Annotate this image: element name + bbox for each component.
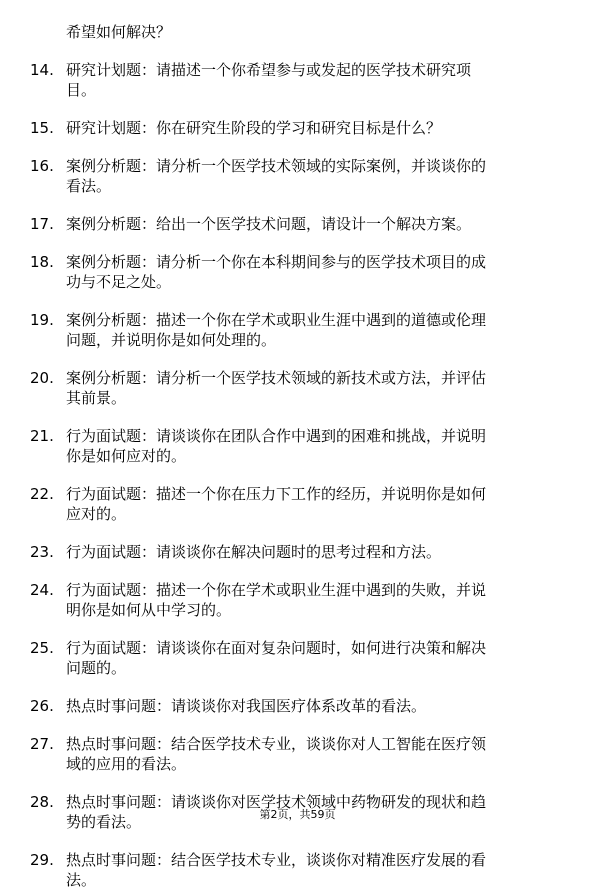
document-body	[0, 22, 595, 890]
list-item-text: 热点时事问题：请谈谈你对医学技术领域中药物研发的现状和趋 势的看法。	[66, 793, 487, 831]
list-item	[0, 734, 595, 774]
list-item-text: 行为面试题：描述一个你在学术或职业生涯中遇到的失败，并说 明你是如何从中学习的。	[66, 581, 487, 619]
list-item-number: 20.	[30, 369, 54, 387]
question-list	[0, 60, 595, 890]
list-item-text: 热点时事问题：结合医学技术专业，谈谈你对精准医疗发展的看 法。	[66, 851, 487, 889]
list-item-number: 26.	[30, 697, 54, 715]
list-item-number: 14.	[30, 61, 54, 79]
list-item	[0, 638, 595, 678]
list-item-text: 热点时事问题：结合医学技术专业，谈谈你对人工智能在医疗领 域的应用的看法。	[66, 735, 487, 773]
list-item	[0, 426, 595, 466]
list-item	[0, 156, 595, 196]
list-item	[0, 252, 595, 292]
list-item-text: 行为面试题：请谈谈你在面对复杂问题时，如何进行决策和解决 问题的。	[66, 639, 487, 677]
list-item	[0, 484, 595, 524]
list-item-text: 案例分析题：请分析一个你在本科期间参与的医学技术项目的成 功与不足之处。	[66, 253, 487, 291]
list-item	[0, 696, 595, 716]
list-item	[0, 118, 595, 138]
list-item-number: 17.	[30, 215, 54, 233]
list-item-number: 23.	[30, 543, 54, 561]
list-item	[0, 368, 595, 408]
list-item	[0, 580, 595, 620]
list-item-number: 18.	[30, 253, 54, 271]
list-item	[0, 214, 595, 234]
continued-question-text: 希望如何解决？	[66, 23, 172, 41]
list-item-number: 28.	[30, 793, 54, 811]
list-item-text: 案例分析题：请分析一个医学技术领域的实际案例，并谈谈你的 看法。	[66, 157, 487, 195]
list-item-number: 15.	[30, 119, 54, 137]
list-item-number: 25.	[30, 639, 54, 657]
list-item	[0, 310, 595, 350]
page-number-footer: 第2页，共59页	[259, 808, 336, 821]
list-item	[0, 60, 595, 100]
list-item-number: 19.	[30, 311, 54, 329]
list-item-text: 案例分析题：给出一个医学技术问题，请设计一个解决方案。	[66, 215, 472, 233]
list-item-text: 行为面试题：请谈谈你在解决问题时的思考过程和方法。	[66, 543, 442, 561]
list-item	[0, 542, 595, 562]
list-item-text: 行为面试题：请谈谈你在团队合作中遇到的困难和挑战，并说明 你是如何应对的。	[66, 427, 487, 465]
list-item-number: 22.	[30, 485, 54, 503]
list-item-text: 研究计划题：你在研究生阶段的学习和研究目标是什么？	[66, 119, 442, 137]
list-item-number: 24.	[30, 581, 54, 599]
list-item-number: 16.	[30, 157, 54, 175]
list-item	[0, 850, 595, 890]
list-item-text: 行为面试题：描述一个你在压力下工作的经历，并说明你是如何 应对的。	[66, 485, 487, 523]
list-item-text: 案例分析题：请分析一个医学技术领域的新技术或方法，并评估 其前景。	[66, 369, 487, 407]
list-item-number: 21.	[30, 427, 54, 445]
list-item-text: 热点时事问题：请谈谈你对我国医疗体系改革的看法。	[66, 697, 427, 715]
list-item-number: 29.	[30, 851, 54, 869]
list-item-number: 27.	[30, 735, 54, 753]
list-item-text: 研究计划题：请描述一个你希望参与或发起的医学技术研究项 目。	[66, 61, 472, 99]
list-item-text: 案例分析题：描述一个你在学术或职业生涯中遇到的道德或伦理 问题，并说明你是如何处理的。	[66, 311, 487, 349]
